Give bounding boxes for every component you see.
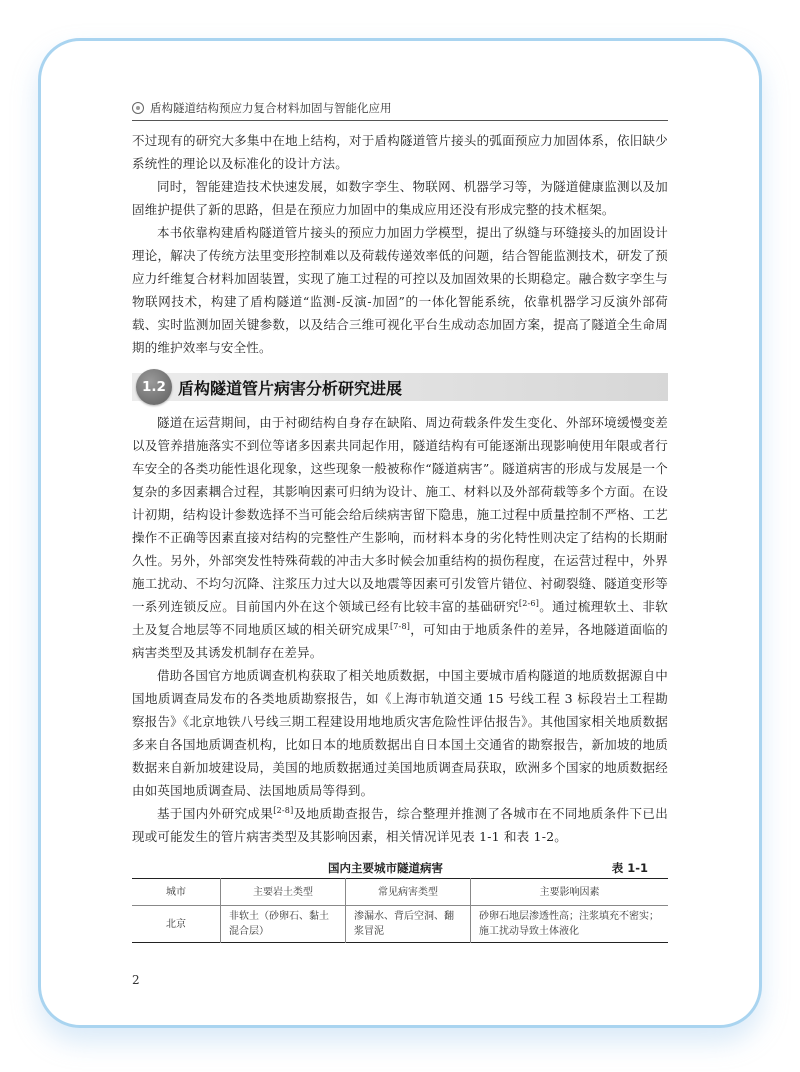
intro-paragraph-1: 不过现有的研究大多集中在地上结构，对于盾构隧道管片接头的弧面预应力加固体系，依旧缺少系统性的理论以及标准化的设计方法。 — [132, 133, 668, 171]
disease-table — [132, 878, 668, 943]
table-caption — [132, 860, 668, 878]
table-cell: 北京 — [166, 918, 186, 930]
table-number: 表 1-1 — [611, 861, 648, 875]
table-cell: 渗漏水、背后空洞、翻浆冒泥 — [346, 906, 471, 943]
intro-paragraph-2: 同时，智能建造技术快速发展，如数字孪生、物联网、机器学习等，为隧道健康监测以及加固维护提供了新的思路，但是在预应力加固中的集成应用还没有形成完整的技术框架。 — [132, 179, 668, 217]
text-run: 基于国内外研究成果 — [157, 806, 274, 821]
citation[interactable]: [7-8] — [389, 621, 411, 631]
header-title: 盾构隧道结构预应力复合材料加固与智能化应用 — [150, 101, 392, 115]
circle-icon — [132, 102, 144, 114]
book-page — [132, 100, 668, 943]
section-heading — [132, 373, 668, 401]
table-cell: 非软土（砂卵石、黏土混合层） — [221, 906, 346, 943]
table-header-cell: 城市 — [132, 879, 221, 906]
table-cell: 砂卵石地层渗透性高；注浆填充不密实；施工扰动导致土体液化 — [471, 906, 669, 943]
table-title: 国内主要城市隧道病害 — [328, 861, 443, 875]
text-run: 。通过梳理软土、非软土及复合地层等不同地质区域的相关研究成果 — [132, 599, 668, 637]
table-header-row — [132, 879, 668, 906]
table-header-cell: 主要影响因素 — [471, 879, 669, 906]
citation[interactable]: [2-6] — [518, 598, 540, 608]
section-paragraph-2: 借助各国官方地质调查机构获取了相关地质数据，中国主要城市盾构隧道的地质数据源自中国地质调查局发布的各类地质勘察报告，如《上海市轨道交通 15 号线工程 3 标段岩土工程勘察报告》《北京地铁八号线三期工程建设用地地质灾害危险性评估报告》。其他国家相关地质数据多来自各国地质调查机构，比如日本的地质数据出自日本国土交通省的勘察报告，新加坡的地质数据来自新加坡建设局，美国的地质数据通过美国地质调查局获取，欧洲多个国家的地质数据经由如英国地质调查局、法国地质局等得到。 — [132, 668, 668, 798]
section-paragraph-1 — [132, 411, 668, 664]
table-header-cell: 主要岩土类型 — [221, 879, 346, 906]
text-run: 隧道在运营期间，由于衬砌结构自身存在缺陷、周边荷载条件发生变化、外部环境缓慢变差以及管养措施落实不到位等诸多因素共同起作用，隧道结构有可能逐渐出现影响使用年限或者行车安全的各类功能性退化现象，这些现象一般被称作“隧道病害”。隧道病害的形成与发展是一个复杂的多因素耦合过程，其影响因素可归纳为设计、施工、材料以及外部荷载等多个方面。在设计初期，结构设计参数选择不当可能会给后续病害留下隐患，施工过程中质量控制不严格、工艺操作不正确等因素直接对结构的完整性产生影响，而材料本身的劣化特性则决定了结构的长期耐久性。另外，外部突发性特殊荷载的冲击大多时候会加重结构的损伤程度，在运营过程中，外界施工扰动、不均匀沉降、注浆压力过大以及地震等因素可引发管片错位、衬砌裂缝、隧道变形等一系列连锁反应。目前国内外在这个领域已经有比较丰富的基础研究 — [132, 415, 668, 614]
page-number: 2 — [132, 973, 140, 987]
section-paragraph-3 — [132, 802, 668, 848]
citation[interactable]: [2-8] — [273, 805, 294, 815]
table-header-cell: 常见病害类型 — [346, 879, 471, 906]
section-title: 盾构隧道管片病害分析研究进展 — [178, 378, 403, 398]
running-header — [132, 100, 668, 121]
section-number: 1.2 — [136, 369, 172, 405]
text-run: 及地质勘查报告，综合整理并推测了各城市在不同地质条件下已出现或可能发生的管片病害类型及其影响因素，相关情况详见表 1-1 和表 1-2。 — [132, 806, 668, 844]
intro-paragraph-3: 本书依靠构建盾构隧道管片接头的预应力加固力学模型，提出了纵缝与环缝接头的加固设计理论，解决了传统方法里变形控制难以及荷载传递效率低的问题，结合智能监测技术，研发了预应力纤维复合材料加固装置，实现了施工过程的可控以及加固效果的长期稳定。融合数字孪生与物联网技术，构建了盾构隧道“监测-反演-加固”的一体化智能系统，依靠机器学习反演外部荷载、实时监测加固关键参数，以及结合三维可视化平台生成动态加固方案，提高了隧道全生命周期的维护效率与安全性。 — [132, 225, 668, 355]
table-row — [132, 906, 668, 943]
text-run: ，可知由于地质条件的差异，各地隧道面临的病害类型及其诱发机制存在差异。 — [132, 622, 668, 660]
